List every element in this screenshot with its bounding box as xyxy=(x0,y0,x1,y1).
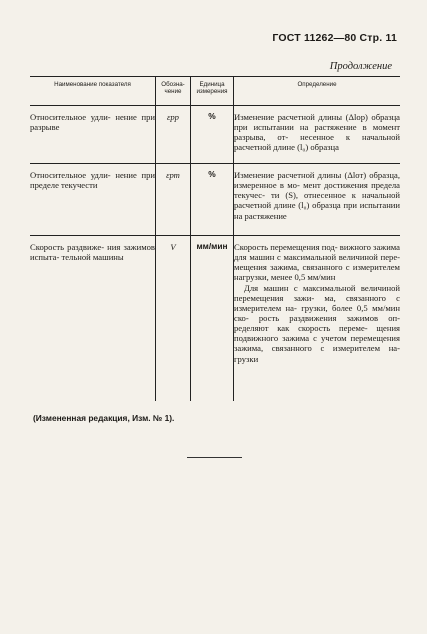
row-name: Скорость раздвиже- ния зажимов испыта- тельной машины xyxy=(30,242,155,263)
row-definition xyxy=(234,164,401,236)
row-unit: мм/мин xyxy=(191,236,234,401)
row-unit: % xyxy=(191,106,234,164)
table-row xyxy=(30,164,400,236)
row-symbol: εрр xyxy=(156,106,191,164)
row-unit: % xyxy=(191,164,234,236)
row-symbol: εрт xyxy=(156,164,191,236)
page-header: ГОСТ 11262—80 Стр. 11 xyxy=(272,32,397,44)
header-name: Наименование показателя xyxy=(30,77,156,106)
header-unit: Единица измерения xyxy=(191,77,234,106)
header-definition: Определение xyxy=(234,77,401,106)
table-header-row xyxy=(30,77,400,106)
definition-paragraph: Изменение расчетной длины (Δlор) образца при испытании на растяжение в момент разрыва, от- несенное к начальной расчетной длине (l₀) образца xyxy=(234,112,400,153)
definition-paragraph: Для машин с максимальной величиной перемещения зажи- ма, связанного с измерителем на- грузки, более 0,5 мм/мин ско- рость раздвижения зажимов оп- ределяют как скорость переме- щения подвижного зажима с учетом перемещения зажима, связанного с измерителем на- грузки xyxy=(234,282,400,364)
definition-paragraph: Скорость перемещения под- вижного зажима для машин с максимальной величиной пере- мещения зажима, связанного с измерителем нагрузки, менее 0,5 мм/мин xyxy=(234,242,400,283)
table-row xyxy=(30,106,400,164)
table-row xyxy=(30,236,400,401)
definition-paragraph: Изменение расчетной длины (Δlот) образца, измеренное в мо- мент достижения предела текучес- ти (S), отнесенное к начальной расчетной длине (l₀) образца при испытании на растяжение xyxy=(234,170,400,221)
continuation-label: Продолжение xyxy=(329,61,392,72)
row-definition xyxy=(234,236,401,401)
row-name: Относительное удли- нение при разрыве xyxy=(30,106,156,164)
definitions-table xyxy=(30,76,400,401)
header-symbol: Обозна- чение xyxy=(156,77,191,106)
end-rule xyxy=(187,457,242,458)
amendment-note: (Измененная редакция, Изм. № 1). xyxy=(33,413,175,423)
row-definition xyxy=(234,106,401,164)
row-symbol: V xyxy=(156,236,191,401)
row-name: Относительное удли- нение при пределе текучести xyxy=(30,164,156,236)
